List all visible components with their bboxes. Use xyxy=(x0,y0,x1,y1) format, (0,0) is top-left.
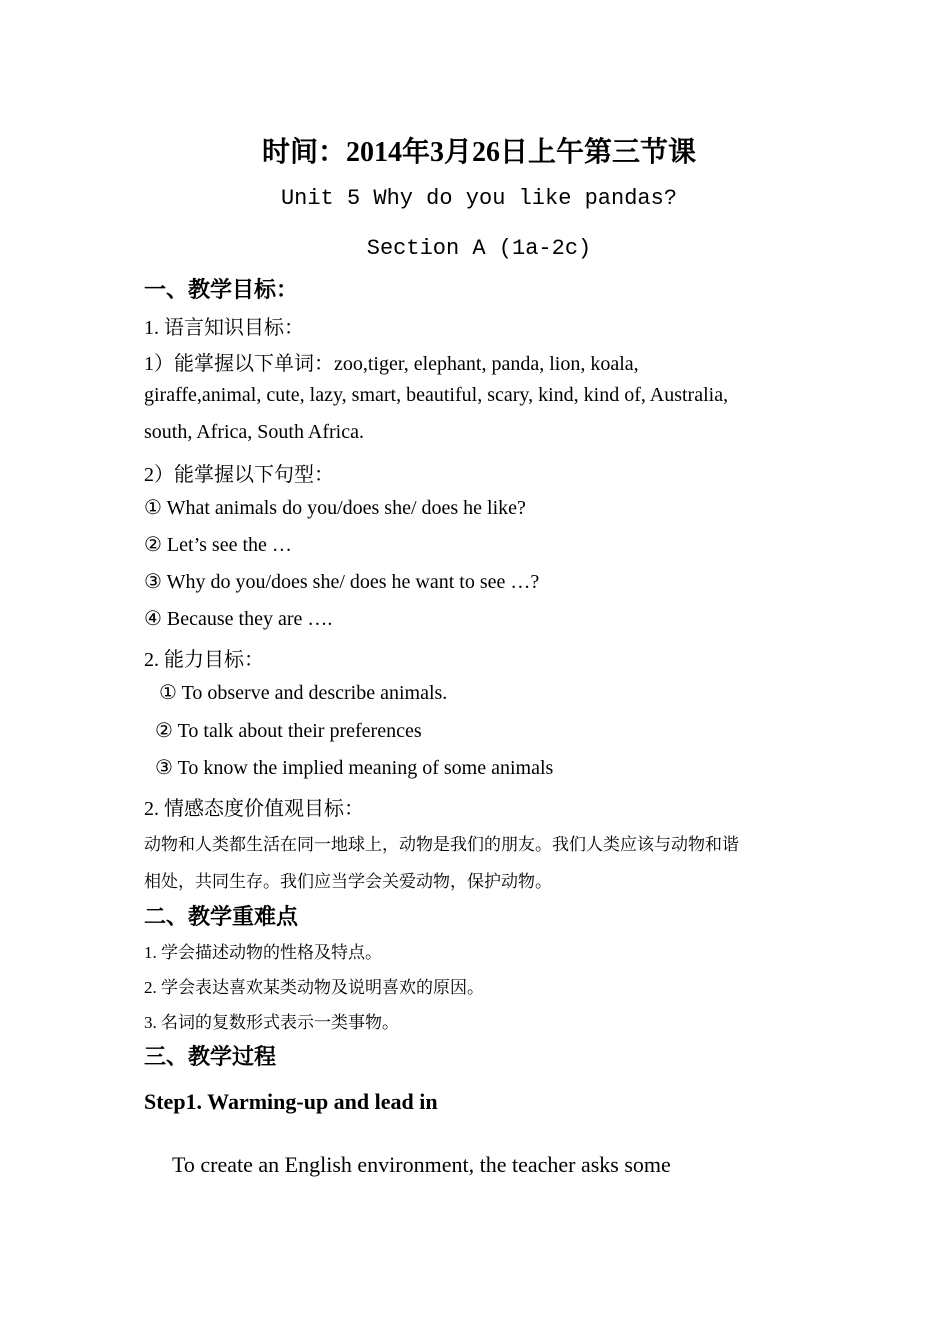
language-goal-label: 1. 语言知识目标： xyxy=(144,317,304,339)
sentence-pattern-label: 2）能掌握以下句型： xyxy=(144,464,334,486)
ability-item: ③ To know the implied meaning of some animals xyxy=(155,757,554,779)
vocab-line-1: 1）能掌握以下单词：zoo,tiger, elephant, panda, lion, koala, xyxy=(144,353,639,375)
key-points-heading: 二、教学重难点 xyxy=(144,904,299,929)
process-heading: 三、教学过程 xyxy=(144,1044,277,1069)
sentence-item: ① What animals do you/does she/ does he like? xyxy=(144,497,526,519)
ability-item: ② To talk about their preferences xyxy=(155,720,422,742)
sentence-item: ③ Why do you/does she/ does he want to see …? xyxy=(144,571,540,593)
ability-goal-label: 2. 能力目标： xyxy=(144,649,264,671)
sentence-item: ④ Because they are …. xyxy=(144,608,333,630)
vocab-line-3: south, Africa, South Africa. xyxy=(144,421,364,443)
step1-paragraph: To create an English environment, the teacher asks some xyxy=(172,1152,671,1177)
lesson-time-title: 时间：2014年3月26日上午第三节课 xyxy=(261,137,696,168)
sentence-item: ② Let’s see the … xyxy=(144,534,292,556)
objectives-heading: 一、教学目标： xyxy=(144,277,299,302)
emotion-text-line-1: 动物和人类都生活在同一地球上，动物是我们的朋友。我们人类应该与动物和谐 xyxy=(144,835,739,854)
emotion-goal-label: 2. 情感态度价值观目标： xyxy=(144,798,364,820)
key-point-item: 2. 学会表达喜欢某类动物及说明喜欢的原因。 xyxy=(144,978,484,997)
key-point-item: 1. 学会描述动物的性格及特点。 xyxy=(144,943,382,962)
section-title: Section A (1a-2c) xyxy=(366,236,592,261)
ability-item: ① To observe and describe animals. xyxy=(159,682,448,704)
unit-title: Unit 5 Why do you like pandas? xyxy=(280,186,678,211)
key-point-item: 3. 名词的复数形式表示一类事物。 xyxy=(144,1013,399,1032)
emotion-text-line-2: 相处，共同生存。我们应当学会关爱动物，保护动物。 xyxy=(144,872,552,891)
step1-title: Step1. Warming-up and lead in xyxy=(144,1089,438,1114)
vocab-line-2: giraffe,animal, cute, lazy, smart, beautiful, scary, kind, kind of, Australia, xyxy=(144,384,729,406)
